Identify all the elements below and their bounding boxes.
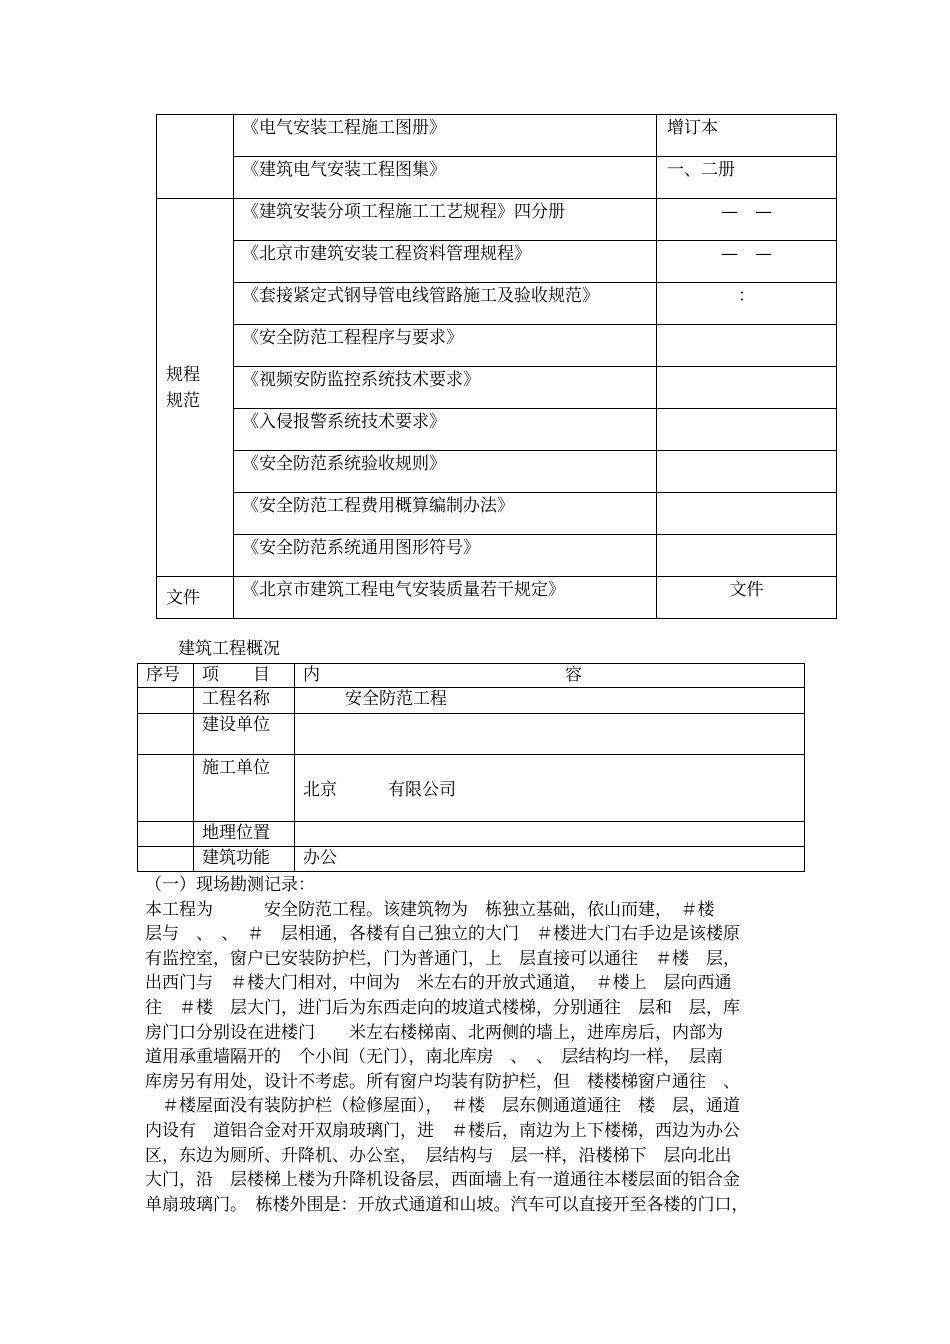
table-row [157, 577, 837, 619]
survey-line: 区，东边为厕所、升降机、办公室， 层结构与 层一样，沿楼梯下 层向北出 [145, 1145, 732, 1166]
survey-line: 内设有 道铝合金对开双扇玻璃门，进 ＃楼后，南边为上下楼梯，西边为办公 [145, 1120, 740, 1141]
row-item: 建筑功能 [194, 847, 295, 872]
header-content [295, 664, 805, 688]
table-row [157, 115, 837, 157]
reference-name: 《入侵报警系统技术要求》 [234, 409, 657, 451]
table-row [138, 714, 805, 755]
row-no [138, 714, 194, 755]
row-content: 办公 [295, 847, 805, 872]
category-cell-documents: 文件 [157, 577, 234, 619]
survey-heading: （一）现场勘测记录： [145, 875, 315, 895]
reference-note [657, 409, 837, 451]
reference-name: 《套接紧定式钢导管电线管路施工及验收规范》 [234, 283, 657, 325]
row-content [295, 714, 805, 755]
reference-note [657, 325, 837, 367]
table-row [157, 325, 837, 367]
reference-name: 《北京市建筑工程电气安装质量若干规定》 [234, 577, 657, 619]
references-table [156, 114, 837, 619]
category-cell-empty [157, 115, 234, 199]
reference-name: 《北京市建筑安装工程资料管理规程》 [234, 241, 657, 283]
row-no [138, 755, 194, 822]
row-no [138, 688, 194, 714]
table-row [138, 688, 805, 714]
reference-name: 《安全防范系统验收规则》 [234, 451, 657, 493]
reference-name: 《视频安防监控系统技术要求》 [234, 367, 657, 409]
table-row [157, 409, 837, 451]
row-content: 北京 有限公司 [295, 755, 805, 822]
reference-name: 《建筑安装分项工程施工工艺规程》四分册 [234, 199, 657, 241]
header-content-right: 容 [565, 665, 582, 685]
table-row [157, 451, 837, 493]
survey-line: 道用承重墙隔开的 个小间（无门），南北库房 、 、 层结构均一样， 层南 [145, 1047, 723, 1068]
reference-name: 《建筑电气安装工程图集》 [234, 157, 657, 199]
row-item: 施工单位 [194, 755, 295, 822]
reference-note: — — [657, 241, 837, 283]
header-item: 项 目 [194, 664, 295, 688]
row-no [138, 822, 194, 847]
reference-note [657, 451, 837, 493]
row-item: 工程名称 [194, 688, 295, 714]
reference-note: 一、二册 [657, 157, 837, 199]
table-row [157, 283, 837, 325]
reference-name: 《安全防范工程程序与要求》 [234, 325, 657, 367]
reference-note: — — [657, 199, 837, 241]
reference-note [657, 535, 837, 577]
table-row [157, 493, 837, 535]
row-no [138, 847, 194, 872]
reference-note [657, 493, 837, 535]
header-no: 序号 [138, 664, 194, 688]
table-row [157, 157, 837, 199]
survey-line: 库房另有用处，设计不考虑。所有窗户均装有防护栏，但 楼楼梯窗户通往 、 [145, 1071, 740, 1092]
table-header-row [138, 664, 805, 688]
category-label-line2: 规范 [166, 390, 200, 411]
row-item: 地理位置 [194, 822, 295, 847]
overview-table [137, 663, 805, 872]
table-row [138, 822, 805, 847]
row-content [295, 822, 805, 847]
table-row [157, 367, 837, 409]
reference-name: 《电气安装工程施工图册》 [234, 115, 657, 157]
survey-line: ＃楼屋面没有装防护栏（检修屋面）， ＃楼 层东侧通道通往 楼 层，通道 [145, 1096, 740, 1117]
survey-line: 本工程为 安全防范工程。该建筑物为 栋独立基础，依山而建， ＃楼 [145, 899, 715, 920]
survey-line: 往 ＃楼 层大门，进门后为东西走向的坡道式楼梯，分别通往 层和 层，库 [145, 997, 740, 1018]
reference-note: ： [657, 283, 837, 325]
reference-name: 《安全防范工程费用概算编制办法》 [234, 493, 657, 535]
row-item: 建设单位 [194, 714, 295, 755]
reference-note: 文件 [657, 577, 837, 619]
survey-line: 有监控室，窗户已安装防护栏，门为普通门，上 层直接可以通往 ＃楼 层， [145, 948, 740, 969]
survey-section [145, 873, 810, 1217]
category-cell-regulations [157, 199, 234, 577]
survey-line: 出西门与 ＃楼大门相对，中间为 米左右的开放式通道， ＃楼上 层向西通 [145, 973, 732, 994]
header-content-left: 内 [303, 665, 320, 685]
category-label-line1: 规程 [166, 364, 200, 385]
table-row [138, 755, 805, 822]
survey-line: 房门口分别设在进楼门 米左右楼梯南、北两侧的墙上，进库房后，内部为 [145, 1022, 723, 1043]
survey-line: 层与 、 、 ＃ 层相通，各楼有自己独立的大门 ＃楼进大门右手边是该楼原 [145, 924, 740, 945]
survey-line: 大门，沿 层楼梯上楼为升降机设备层，西面墙上有一道通往本楼层面的铝合金 [145, 1170, 740, 1191]
row-content: 安全防范工程 [295, 688, 805, 714]
table-row [157, 199, 837, 241]
table-row [157, 241, 837, 283]
table-row [157, 535, 837, 577]
table-row [138, 847, 805, 872]
survey-line: 单扇玻璃门。 栋楼外围是：开放式通道和山坡。汽车可以直接开至各楼的门口， [145, 1194, 749, 1215]
reference-note [657, 367, 837, 409]
reference-note: 增订本 [657, 115, 837, 157]
reference-name: 《安全防范系统通用图形符号》 [234, 535, 657, 577]
overview-title: 建筑工程概况 [178, 639, 280, 659]
